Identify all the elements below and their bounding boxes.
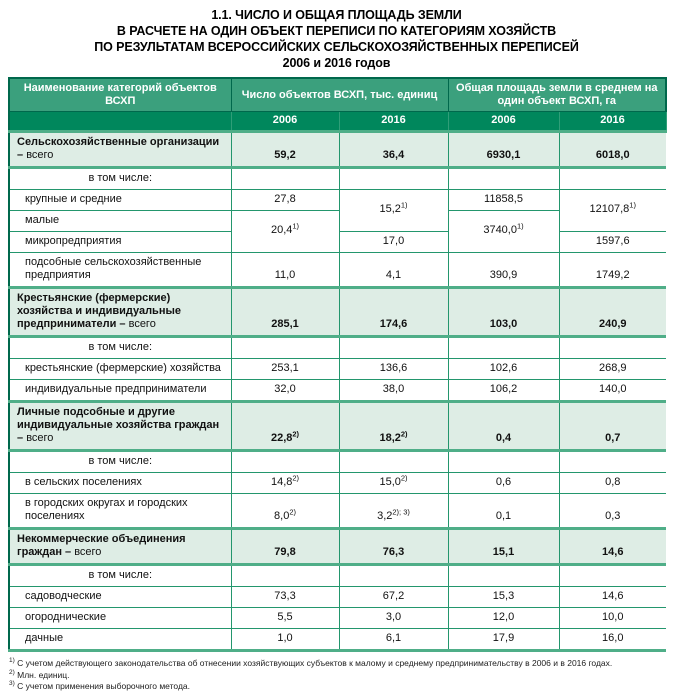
value-cell: 14,8$^{2)}$	[231, 473, 339, 494]
footnotes	[9, 658, 673, 693]
header-years-row	[9, 112, 666, 132]
header-empty-cell	[9, 112, 231, 132]
value-cell: 253,1	[231, 359, 339, 380]
value-cell: 6,1	[339, 629, 448, 651]
header-group-row	[9, 78, 666, 112]
main-table	[8, 77, 667, 652]
value-cell: 16,0	[559, 629, 666, 651]
table-body	[9, 132, 666, 651]
value-cell: 38,0	[339, 380, 448, 402]
value-cell: 1597,6	[559, 232, 666, 253]
value-cell	[559, 337, 666, 359]
value-cell	[559, 168, 666, 190]
year-header-count-2006: 2006	[231, 112, 339, 132]
footnote-marker: 2)	[9, 668, 15, 676]
category-label: в том числе:	[9, 451, 231, 473]
value-cell: 0,4	[448, 402, 559, 451]
value-cell: 14,6	[559, 587, 666, 608]
value-cell: 8,0$^{2)}$	[231, 494, 339, 529]
value-cell	[339, 451, 448, 473]
title-line-2: В РАСЧЕТЕ НА ОДИН ОБЪЕКТ ПЕРЕПИСИ ПО КАТЕГОРИЯМ ХОЗЯЙСТВ	[116, 24, 557, 38]
category-label: малые	[9, 211, 231, 232]
footnote-marker: 3)	[9, 680, 15, 688]
category-label-bold: Некоммерческие объединения граждан –	[17, 533, 186, 558]
category-label-normal: всего	[128, 318, 156, 330]
footnote-marker: 1)	[9, 657, 15, 665]
value-cell: 5,5	[231, 608, 339, 629]
footnote-marker: 2); 3)	[392, 507, 410, 517]
value-cell: 3,0	[339, 608, 448, 629]
value-cell: 27,8	[231, 190, 339, 211]
col-header-avg-land-area: Общая площадь земли в среднем на один объект ВСХП, га	[448, 78, 666, 112]
value-cell: 390,9	[448, 253, 559, 288]
value-cell: 22,8$^{2)}$	[231, 402, 339, 451]
col-header-object-count: Число объектов ВСХП, тыс. единиц	[231, 78, 448, 112]
value-cell	[448, 565, 559, 587]
year-header-area-2016: 2016	[559, 112, 666, 132]
footnote-marker: 2)	[400, 473, 408, 483]
value-cell: 102,6	[448, 359, 559, 380]
value-cell: 6018,0	[559, 132, 666, 168]
value-cell: 0,6	[448, 473, 559, 494]
year-header-count-2016: 2016	[339, 112, 448, 132]
footnote-marker: 1)	[516, 221, 524, 231]
section-row	[9, 288, 666, 337]
year-header-area-2006: 2006	[448, 112, 559, 132]
section-row	[9, 132, 666, 168]
value-cell: 174,6	[339, 288, 448, 337]
value-cell: 268,9	[559, 359, 666, 380]
table-row	[9, 190, 666, 211]
table-row	[9, 473, 666, 494]
category-label-normal: всего	[26, 149, 54, 161]
table-row	[9, 608, 666, 629]
value-cell	[559, 565, 666, 587]
col-header-categories: Наименование категорий объектов ВСХП	[9, 78, 231, 112]
value-cell: 73,3	[231, 587, 339, 608]
value-cell: $3,2^{2); 3)}$	[339, 494, 448, 529]
value-cell: 36,4	[339, 132, 448, 168]
value-cell	[339, 337, 448, 359]
table-row	[9, 359, 666, 380]
value-cell: 0,1	[448, 494, 559, 529]
value-cell	[231, 168, 339, 190]
category-label-normal: всего	[26, 432, 54, 444]
title-line-3: ПО РЕЗУЛЬТАТАМ ВСЕРОССИЙСКИХ СЕЛЬСКОХОЗЯЙСТВЕННЫХ ПЕРЕПИСЕЙ	[94, 40, 579, 54]
category-label-bold: Личные подсобные и другие индивидуальные хозяйства граждан –	[17, 406, 220, 444]
value-cell: 17,9	[448, 629, 559, 651]
section-row	[9, 529, 666, 565]
table-row	[9, 168, 666, 190]
value-cell: 140,0	[559, 380, 666, 402]
value-cell: 76,3	[339, 529, 448, 565]
category-label: в сельских поселениях	[9, 473, 231, 494]
value-cell	[231, 337, 339, 359]
category-label: в городских округах и городских поселениях	[9, 494, 231, 529]
category-label	[9, 288, 231, 337]
category-label: огороднические	[9, 608, 231, 629]
category-label	[9, 132, 231, 168]
value-cell: 12107,8$^{1)}$	[559, 190, 666, 232]
value-cell: 79,8	[231, 529, 339, 565]
footnote-marker: 1)	[629, 200, 636, 210]
category-label	[9, 402, 231, 451]
value-cell: 0,8	[559, 473, 666, 494]
category-label-bold: Сельскохозяйственные организации –	[17, 136, 220, 161]
value-cell: 59,2	[231, 132, 339, 168]
footnote-line: $^{2)}$ Млн. единиц.	[9, 668, 70, 680]
title-line-1: 1.1. ЧИСЛО И ОБЩАЯ ПЛОЩАДЬ ЗЕМЛИ	[211, 8, 462, 22]
category-label: подсобные сельскохозяйственные предприятия	[9, 253, 231, 288]
footnote-marker: 2)	[289, 507, 296, 517]
footnote-line: $^{1)}$ С учетом действующего законодательства об отнесении хозяйствующих субъектов к малому и среднему предпринимательству в 2006 и в 2016 годах.	[9, 657, 613, 668]
category-label: крестьянские (фермерские) хозяйства	[9, 359, 231, 380]
table-row	[9, 494, 666, 529]
value-cell: 106,2	[448, 380, 559, 402]
value-cell: 4,1	[339, 253, 448, 288]
value-cell: 11,0	[231, 253, 339, 288]
table-row	[9, 253, 666, 288]
category-label: крупные и средние	[9, 190, 231, 211]
value-cell: 0,7	[559, 402, 666, 451]
value-cell	[231, 451, 339, 473]
value-cell	[559, 451, 666, 473]
category-label: в том числе:	[9, 565, 231, 587]
table-header	[9, 78, 666, 132]
table-row	[9, 629, 666, 651]
value-cell	[339, 565, 448, 587]
value-cell: 1749,2	[559, 253, 666, 288]
category-label: садоводческие	[9, 587, 231, 608]
value-cell: 240,9	[559, 288, 666, 337]
table-row	[9, 587, 666, 608]
category-label: дачные	[9, 629, 231, 651]
value-cell: 18,2$^{2)}$	[339, 402, 448, 451]
value-cell: 10,0	[559, 608, 666, 629]
category-label	[9, 529, 231, 565]
value-cell	[448, 337, 559, 359]
value-cell: 3740,0$^{1)}$	[448, 211, 559, 253]
table-row	[9, 380, 666, 402]
category-label-bold: Крестьянские (фермерские) хозяйства и индивидуальные предприниматели –	[17, 292, 181, 330]
value-cell: 0,3	[559, 494, 666, 529]
value-cell: 103,0	[448, 288, 559, 337]
category-label: микропредприятия	[9, 232, 231, 253]
footnote-line: $^{3)}$ С учетом применения выборочного метода.	[9, 680, 190, 691]
category-label: в том числе:	[9, 337, 231, 359]
value-cell: 17,0	[339, 232, 448, 253]
value-cell: 136,6	[339, 359, 448, 380]
footnote-marker: 1)	[400, 200, 408, 210]
value-cell: 285,1	[231, 288, 339, 337]
value-cell: 20,4$^{1)}$	[231, 211, 339, 253]
page-title	[0, 7, 673, 71]
value-cell: 67,2	[339, 587, 448, 608]
value-cell: 11858,5	[448, 190, 559, 211]
table-row	[9, 451, 666, 473]
value-cell	[231, 565, 339, 587]
value-cell: 12,0	[448, 608, 559, 629]
table-row	[9, 565, 666, 587]
value-cell: 15,1	[448, 529, 559, 565]
category-label: индивидуальные предприниматели	[9, 380, 231, 402]
footnote-marker: 2)	[292, 429, 300, 439]
title-line-4: 2006 и 2016 годов	[282, 56, 391, 70]
category-label: в том числе:	[9, 168, 231, 190]
footnote-marker: 2)	[292, 473, 300, 483]
footnote-marker: 2)	[400, 429, 408, 439]
value-cell	[448, 168, 559, 190]
category-label-normal: всего	[74, 546, 102, 558]
value-cell: 14,6	[559, 529, 666, 565]
table-row	[9, 337, 666, 359]
value-cell	[339, 168, 448, 190]
value-cell	[448, 451, 559, 473]
value-cell: 15,2$^{1)}$	[339, 190, 448, 232]
value-cell: 1,0	[231, 629, 339, 651]
value-cell: 15,0$^{2)}$	[339, 473, 448, 494]
section-row	[9, 402, 666, 451]
value-cell: 15,3	[448, 587, 559, 608]
value-cell: 6930,1	[448, 132, 559, 168]
value-cell: 32,0	[231, 380, 339, 402]
footnote-marker: 1)	[292, 221, 300, 231]
